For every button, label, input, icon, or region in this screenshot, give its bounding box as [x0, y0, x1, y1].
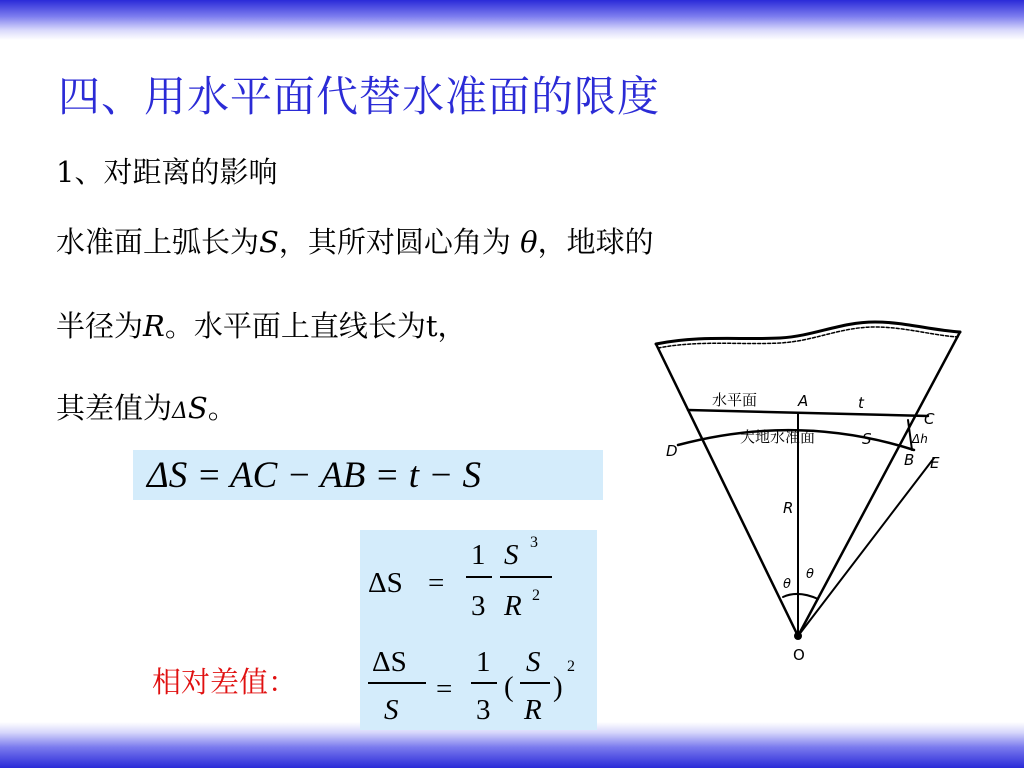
text-line-3 — [56, 391, 237, 425]
label-level-surface: 大地水准面 — [740, 428, 816, 446]
formula-difference: ΔS = AC − AB = t − S — [147, 455, 482, 496]
label-a: A — [798, 392, 809, 410]
label-horizontal-plane: 水平面 — [712, 391, 758, 409]
top-gradient-band — [0, 0, 1024, 40]
label-c: C — [924, 410, 935, 428]
line1-text-b: ，其所对圆心角为 — [278, 225, 521, 259]
formula3-left-paren: ( — [504, 671, 514, 703]
label-b: B — [904, 451, 915, 469]
line1-text-c: ，地球的 — [537, 225, 654, 259]
formula2-numerator-1: 1 — [471, 539, 486, 571]
formula3-fraction-bar-2 — [471, 682, 497, 684]
wavy-top-surface — [656, 322, 960, 344]
center-point-o — [794, 632, 802, 640]
label-o: O — [793, 646, 805, 664]
label-theta-left: θ — [783, 577, 791, 592]
formula3-denominator-s: S — [384, 694, 399, 726]
line2-text-b: 。水平面上直线长为t， — [164, 309, 467, 343]
formula3-fraction-bar-1 — [368, 682, 426, 684]
formula2-exponent-3: 3 — [530, 534, 538, 551]
formula3-numerator-1: 1 — [476, 646, 491, 678]
formula2-lhs: ΔS — [368, 567, 403, 599]
cone-left-side — [656, 344, 798, 636]
section-heading: 1、对距离的影响 — [56, 155, 278, 189]
line2-text-a: 半径为 — [56, 309, 144, 343]
formula2-fraction-bar-1 — [466, 576, 492, 578]
relative-difference-label: 相对差值： — [152, 665, 298, 699]
label-t: t — [858, 394, 864, 412]
delta-symbol: Δ — [172, 399, 188, 424]
formula2-fraction-bar-2 — [500, 576, 552, 578]
formula2-denominator-r: R — [504, 590, 522, 622]
text-line-2 — [56, 309, 467, 343]
formula-box-approximation — [360, 530, 597, 730]
extension-line-to-e — [798, 458, 934, 636]
formula3-numerator-delta-s: ΔS — [372, 646, 407, 678]
theta-arc — [783, 594, 818, 599]
formula3-exponent-2: 2 — [567, 658, 575, 675]
line3-text-a: 其差值为 — [56, 391, 173, 425]
line1-text-a: 水准面上弧长为 — [56, 225, 260, 259]
formula3-fraction-bar-3 — [520, 682, 550, 684]
arc-length-symbol: S — [259, 225, 279, 259]
formula-box-difference — [133, 450, 603, 500]
formula3-numerator-s: S — [526, 646, 541, 678]
earth-curvature-diagram — [640, 310, 980, 670]
cone-right-side — [798, 332, 960, 636]
slide-title: 四、用水平面代替水准面的限度 — [58, 72, 661, 121]
formula2-numerator-s: S — [504, 539, 519, 571]
label-e: E — [930, 454, 940, 472]
label-r: R — [783, 499, 794, 517]
horizontal-plane-line — [688, 410, 928, 416]
difference-symbol-s: S — [187, 391, 208, 425]
text-line-1 — [56, 225, 654, 259]
theta-symbol: θ — [520, 225, 538, 259]
label-s: S — [862, 430, 872, 448]
line3-text-b: 。 — [207, 391, 237, 425]
label-delta-h: Δh — [912, 432, 928, 446]
label-theta-right: θ — [806, 567, 814, 582]
formula2-equals: = — [428, 567, 445, 599]
label-d: D — [666, 442, 678, 460]
formula2-exponent-2: 2 — [532, 587, 540, 604]
formula3-denominator-3: 3 — [476, 694, 491, 726]
formula3-denominator-r: R — [524, 694, 542, 726]
formula3-right-paren: ) — [553, 671, 563, 703]
formula2-denominator-3: 3 — [471, 590, 486, 622]
formula3-equals: = — [436, 673, 453, 705]
radius-symbol: R — [143, 309, 165, 343]
